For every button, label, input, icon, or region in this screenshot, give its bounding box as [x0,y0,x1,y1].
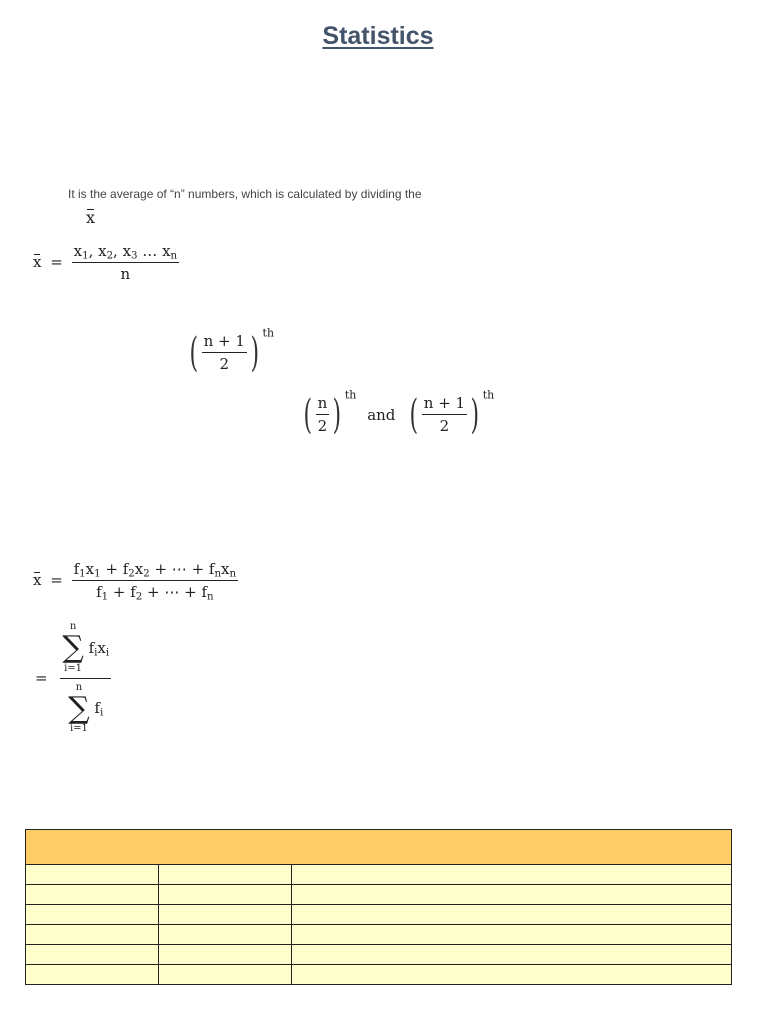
table-cell [26,885,159,905]
weighted-mean-denominator: $f_1 + f_2$ + ⋯ + $f_n$ [72,580,238,601]
table-cell [26,865,159,885]
weighted-mean-numerator: $f_1x_1 + f_2x_2$ + ⋯ + $f_nx_n$ [73,560,237,580]
summation-numerator-sigma: n ∑ i=1 [62,621,84,674]
table-cell [159,965,292,985]
weighted-mean-lhs: x [33,570,42,589]
mean-symbol: x [86,208,96,227]
median-even-second-superscript: th [482,388,495,402]
statistics-table [25,829,732,985]
mean-formula-numerator: $x_1$, $x_2$, $x_3$ … $x_n$ [73,242,178,262]
table-cell [26,945,159,965]
table-cell [292,945,732,965]
mean-formula: x = $\frac{x_1, x_2, x_3 \dots x_n}{n}$ [33,242,178,283]
median-odd-numerator: n + 1 [203,332,245,350]
table-cell [159,885,292,905]
mean-formula-denominator: n [72,262,179,283]
table-cell [159,925,292,945]
table-header [26,830,732,865]
table-cell [292,885,732,905]
table-cell [26,925,159,945]
table-cell [159,865,292,885]
table-cell [292,925,732,945]
median-even-second-denominator: 2 [422,414,467,435]
median-even-first-superscript: th [344,388,357,402]
table-cell [26,905,159,925]
summation-denominator-sigma: n ∑ i=1 [68,681,90,734]
mean-formula-lhs: x [33,252,42,271]
table-cell [292,965,732,985]
median-even-second-numerator: n + 1 [423,394,466,412]
table-cell [292,905,732,925]
table-cell [26,965,159,985]
median-even-first-denominator: 2 [316,414,330,435]
median-even-connector: and [367,405,396,424]
table-row [26,905,732,925]
summation-numerator-term: $f_ix_i$ [88,638,110,659]
table-row [26,925,732,945]
summation-denominator-term: $f_i$ [94,699,104,719]
median-odd-superscript: th [262,326,275,340]
mean-definition-text: It is the average of “n” numbers, which is calculated by dividing the [68,187,422,201]
table-row [26,945,732,965]
table-row [26,865,732,885]
weighted-mean-formula: x = $\frac{f_1x_1 + f_2x_2 + \cdots + f_nx_n}{f_1 + f_2 + \cdots + f_n}$ [33,560,237,603]
table-row [26,965,732,985]
page-title: Statistics [322,22,434,50]
table-cell [159,905,292,925]
median-odd-formula: ( $\frac{n + 1}{2}$ ) $^{th}$ [189,326,275,376]
median-odd-denominator: 2 [202,352,247,373]
table-row [26,885,732,905]
summation-formula: = n ∑ i=1 $f_ix_i$ n ∑ i=1 $f_i$ [35,621,110,734]
table-cell [159,945,292,965]
table-cell [292,865,732,885]
median-even-formula: ( $\frac{n}{2}$ ) $^{th}$ and ( $\frac{n + 1}{2}$ ) $^{th}$ [303,388,495,438]
median-even-first-numerator: n [317,394,328,412]
